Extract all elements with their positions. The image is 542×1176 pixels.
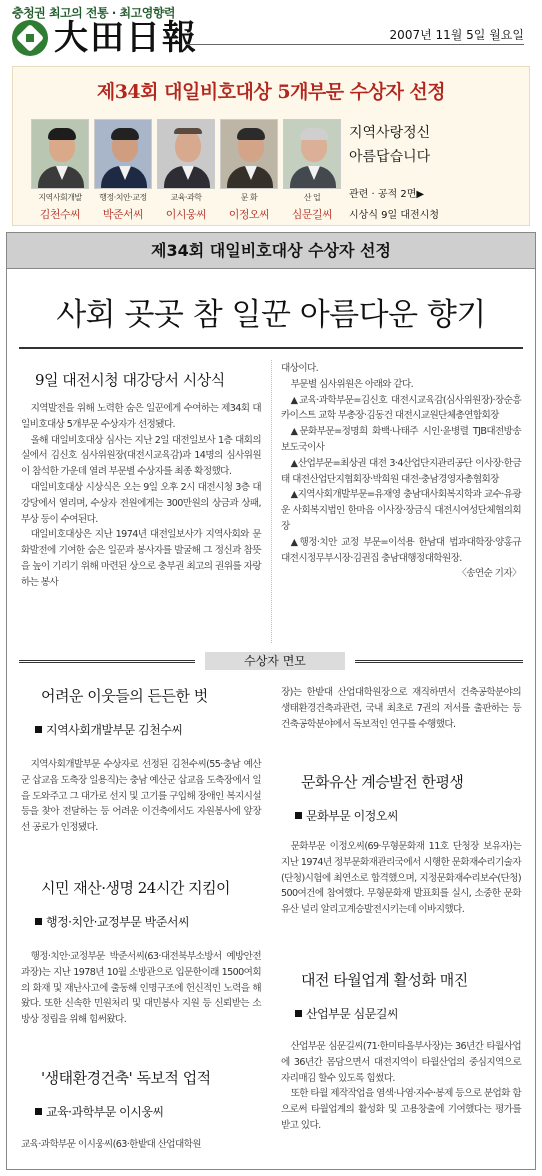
- award-banner: [12, 66, 530, 226]
- paragraph: 문화부문 이정오씨(69·무형문화재 11호 단청장 보유자)는 지난 1974년 정부문화재관리국에서 시행한 문화재수리기술자(단청)시험에 최연소로 합격했으며, 지정문화재수리보수(단청) 500여건에 참여했다. 무형문화재 발표회를 실시, 소중한 문화유산 널리 알리고계승발전시키는데 이바지했다.: [281, 841, 521, 916]
- winner-photo: [94, 119, 152, 189]
- profile-body-continued: [281, 685, 521, 732]
- paragraph: ▲문화부문=정명희 화백·나태주 시인·윤병렬 TJB대전방송 보도국이사: [281, 426, 521, 453]
- profile-title: 어려운 이웃들의 든든한 벗: [41, 687, 208, 705]
- paragraph: ▲행정·치안 교정 부문=이석용 한남대 법과대학장·양홍규 대전시정무부시장·김권집 충남대행정대학원장.: [281, 536, 521, 564]
- masthead-rule: [186, 44, 524, 45]
- banner-title: 제34회 대일비호대상 5개부문 수상자 선정: [96, 81, 446, 103]
- divider-line: [355, 660, 523, 663]
- winner-category: 문 화: [240, 193, 258, 202]
- masthead: [6, 2, 536, 60]
- profile-category: 산업부문 심문길씨: [295, 1005, 398, 1022]
- headline: 사회 곳곳 참 일꾼 아름다운 향기: [56, 297, 486, 333]
- paragraph: 장)는 한밭대 산업대학원장으로 재직하면서 건축공학분야의 생태환경건축과관련, 국내 최초로 7권의 저서를 출판하는 등 건축공학분야에서 독보적인 연구를 수행했다.: [281, 687, 521, 730]
- winner-card: [157, 119, 215, 222]
- headline-rule: [19, 347, 523, 349]
- paragraph: 행정·치안·교정부문 박준서씨(63·대전북부소방서 예방안전과장)는 지난 1978년 10월 소방관으로 입문한이래 1500여회의 화재 및 재난사고에 출동해 인명구조에 헌신적인 노력을 해왔다. 또한 신속한 민원처리 및 대민봉사 지원 등 신뢰받는 소방상 정립을 위해 힘써왔다.: [21, 951, 261, 1026]
- profile-title: 시민 재산·생명 24시간 지킴이: [41, 879, 231, 897]
- slogan: 충청권 최고의 전통 · 최고영향력: [12, 6, 175, 20]
- paragraph: 대상이다.: [281, 363, 319, 374]
- winner-photo: [157, 119, 215, 189]
- winner-category: 산 업: [303, 193, 321, 202]
- paragraph: ▲지역사회개발부문=유재영 충남대사회복지학과 교수·유광운 사회복지법인 한마음 이사장·장금식 대전시여성단체협의회장: [281, 489, 521, 532]
- profile-body: [21, 949, 261, 1028]
- square-bullet-icon: [295, 1010, 302, 1017]
- article-body-left: [21, 401, 261, 591]
- profile-body: [21, 757, 261, 836]
- winner-name: 김천수씨: [39, 208, 81, 221]
- profile-title: '생태환경건축' 독보적 업적: [41, 1069, 211, 1087]
- profile-body: [21, 1137, 261, 1153]
- banner-tagline-2: 아름답습니다: [349, 149, 431, 165]
- profiles-divider: [19, 652, 523, 670]
- paragraph: ▲교육·과학부문=김신호 대전시교육감(심사위원장)·장순흥 카이스트 교학 부총장·김동건 대전시교원단체총연합회장: [281, 394, 521, 422]
- winners-row: [31, 119, 341, 222]
- winner-photo: [31, 119, 89, 189]
- banner-side-text: [349, 121, 509, 221]
- winner-card: [220, 119, 278, 222]
- profile-category: 교육·과학부문 이시웅씨: [35, 1103, 164, 1120]
- related-link[interactable]: 관련 · 공적 2면▶: [349, 189, 425, 200]
- winner-name: 심문길씨: [291, 208, 333, 221]
- winner-category: 교육·과학: [170, 193, 202, 202]
- paragraph: 산업부문 심문길씨(71·한미타올부사장)는 36년간 타월사업에 36년간 몸담으면서 대전지역이 타월산업의 중심지역으로 자리매김 할수 있도록 힘썼다.: [281, 1041, 521, 1084]
- article-body-right: [281, 361, 521, 582]
- winner-card: [31, 119, 89, 222]
- paragraph: ▲산업부문=최상권 대전 3·4산업단지관리공단 이사장·한금태 대전산업단지협회장·박희원 대전·충남경영자총협회장: [281, 457, 521, 485]
- byline: 〈송연순 기자〉: [457, 568, 521, 580]
- paragraph: 부문별 심사위원은 아래와 같다.: [290, 378, 414, 390]
- paragraph: 지역사회개발부문 수상자로 선정된 김천수씨(55·충남 예산군 삽교읍 도축장 일용직)는 충남 예산군 삽교읍 도축장에서 일을 도와주고 그 대가로 선지 및 고기를 구입해 장애인 복지시설 등을 찾아 전달하는 등 어려운 이건축에서도 자원봉사에 앞장선 공로가 인정됐다.: [21, 759, 261, 834]
- divider-line: [19, 660, 195, 663]
- winner-card: [94, 119, 152, 222]
- profile-title: 대전 타월업계 활성화 매진: [301, 971, 468, 989]
- profile-category: 행정·치안·교정부문 박준서씨: [35, 913, 189, 930]
- column-separator: [271, 360, 272, 643]
- paragraph: 올해 대일비호대상 심사는 지난 2일 대전일보사 1층 대회의실에서 김신호 심사위원장(대전시교육감)과 14명의 심사위원이 참석한 가운데 열려 부문별 수상자를 최종 확정했다.: [21, 434, 261, 478]
- main-article: [6, 232, 536, 1170]
- profile-body: [281, 839, 521, 918]
- emblem-icon: [12, 20, 48, 56]
- profile-category: 문화부문 이정오씨: [295, 807, 398, 824]
- square-bullet-icon: [35, 918, 42, 925]
- newspaper-logo[interactable]: [12, 20, 198, 56]
- paragraph: 지역발전을 위해 노력한 숨은 일꾼에게 수여하는 제34회 대일비호대상 5개부문 수상자가 선정됐다.: [21, 403, 261, 430]
- profiles-label: 수상자 면모: [205, 652, 345, 670]
- winner-category: 지역사회개발: [38, 193, 82, 202]
- winner-name: 박준서씨: [102, 208, 144, 221]
- subheadline: 9일 대전시청 대강당서 시상식: [35, 371, 225, 389]
- winner-photo: [283, 119, 341, 189]
- profile-body: [281, 1039, 521, 1134]
- paragraph: 또한 타월 제작작업을 염색·나염·자수·봉제 등으로 분업화 함으로써 타월업계의 활성화 및 고용창출에 기여했다는 평가를 받고 있다.: [281, 1088, 521, 1131]
- square-bullet-icon: [35, 726, 42, 733]
- paragraph: 교육·과학부문 이시웅씨(63·한밭대 산업대학원: [21, 1139, 201, 1150]
- profile-title: 문화유산 계승발전 한평생: [301, 773, 464, 791]
- winner-name: 이시웅씨: [165, 208, 207, 221]
- square-bullet-icon: [295, 812, 302, 819]
- paragraph: 대일비호대상 시상식은 오는 9일 오후 2시 대전시청 3층 대강당에서 열리며, 수상자 전원에게는 300만원의 상금과 상패, 부상 등이 수여된다.: [21, 481, 261, 525]
- winner-card: [283, 119, 341, 222]
- logo-text: 大田日報: [54, 18, 198, 58]
- ceremony-info: 시상식 9일 대전시청: [349, 210, 439, 221]
- section-title: 제34회 대일비호대상 수상자 선정: [7, 233, 535, 269]
- winner-name: 이정오씨: [228, 208, 270, 221]
- winner-photo: [220, 119, 278, 189]
- winner-category: 행정·치안·교정: [99, 193, 147, 202]
- profile-category: 지역사회개발부문 김천수씨: [35, 721, 182, 738]
- paragraph: 대일비호대상은 지난 1974년 대전일보사가 지역사회와 문화발전에 기여한 숨은 일꾼과 봉사자를 발굴해 그 정신과 참뜻을 높이 기리기 위해 마련된 상으로 충부권 최고의 권위를 자랑하는 봉사: [21, 529, 261, 588]
- square-bullet-icon: [35, 1108, 42, 1115]
- issue-date: 2007년 11월 5일 월요일: [389, 28, 524, 42]
- banner-tagline-1: 지역사랑정신: [349, 125, 431, 141]
